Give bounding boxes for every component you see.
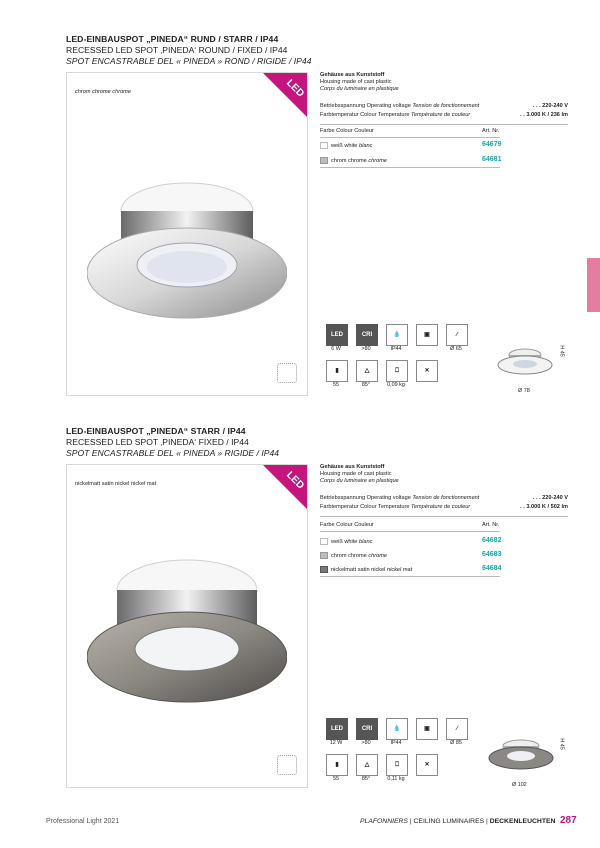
icon-value: 6 W [331,346,341,352]
icon-value: Ø 85 [450,740,462,746]
housing-de: Gehäuse aus Kunststoff [320,464,385,470]
icon-value: 85° [361,776,371,782]
voltage-value: . . . 220-240 V [532,103,568,109]
variant-row: weiß white blanc [320,142,372,149]
product-1-image-caption: chrom chrome chrome [75,89,131,95]
led-icon: LED [326,324,348,346]
icon-value: IP44 [390,740,402,746]
temp-value: . . 3.000 K / 502 lm [520,504,568,510]
product-2-description [320,464,399,485]
lumen-icon: ▮ [326,754,348,776]
cutout-icon: ∕ [446,718,468,740]
spotlight-chrome-image [87,153,287,353]
beam-angle-icon: △ [356,360,378,382]
housing-en: Housing made of cast plastic [320,471,392,477]
icon-value: 85° [361,382,371,388]
temp-label-fr: Température de couleur [411,112,471,118]
product-1-image [66,72,308,396]
cri-icon: CRI [356,718,378,740]
color-header: Farbe Colour Couleur [320,522,374,528]
art-header: Art. Nr. [482,128,500,134]
temp-label: Farbtemperatur Colour Temperature [320,112,410,118]
article-number: 64681 [482,156,502,163]
footer-right: PLAFONNIERS | CEILING LUMINAIRES | DECKENLEUCHTEN [360,818,556,825]
dimension-height: H 45 [558,345,565,357]
swatch-nickel [320,566,328,573]
product-1-title-en: RECESSED LED SPOT ‚PINEDA‘ ROUND / FIXED / IP44 [66,45,288,55]
voltage-label: Betriebsspannung Operating voltage [320,495,411,501]
protection-class-icon: ▣ [416,324,438,346]
icon-value: 0,09 kg [387,382,405,388]
icon-value: >80 [361,346,371,352]
product-2-thumbnail [486,728,556,778]
article-number: 64682 [482,537,502,544]
section-tab [587,258,600,312]
housing-fr: Corps du luminaire en plastique [320,86,399,92]
product-1-voltage [320,103,568,110]
article-number: 64684 [482,565,502,572]
product-1-title-de: LED-EINBAUSPOT „PINEDA“ RUND / STARR / IP44 [66,34,279,44]
product-2-image [66,464,308,788]
led-badge-text: LED [284,469,306,492]
no-cover-icon: ✕ [416,754,438,776]
ip44-drop-icon: 💧 [386,718,408,740]
product-2-title-de: LED-EINBAUSPOT „PINEDA“ STARR / IP44 [66,426,246,436]
housing-en: Housing made of cast plastic [320,79,392,85]
dimmable-icon [277,363,297,383]
article-number: 64683 [482,551,502,558]
icon-value: 55 [333,382,339,388]
spotlight-nickel-image [87,545,287,745]
variant-row: chrom chrome chrome [320,157,387,164]
variant-row: nickelmatt satin nickel nickel mat [320,566,412,573]
voltage-label: Betriebsspannung Operating voltage [320,103,411,109]
protection-class-icon: ▣ [416,718,438,740]
cutout-icon: ∕ [446,324,468,346]
lumen-icon: ▮ [326,360,348,382]
housing-de: Gehäuse aus Kunststoff [320,72,385,78]
dimension-height: H 45 [558,738,565,750]
swatch-chrome [320,157,328,164]
article-number: 64679 [482,141,502,148]
product-2-title-en: RECESSED LED SPOT ‚PINEDA‘ FIXED / IP44 [66,437,249,447]
product-2-title-fr: SPOT ENCASTRABLE DEL « PINEDA » RIGIDE / IP44 [66,448,280,458]
product-1-title-fr: SPOT ENCASTRABLE DEL « PINEDA » ROND / RIGIDE / IP44 [66,56,312,66]
product-2-image-caption: nickelmatt satin nickel nickel mat [75,481,157,487]
icon-value: Ø 65 [450,346,462,352]
led-icon: LED [326,718,348,740]
product-1-description [320,72,399,93]
swatch-white [320,538,328,545]
page-number: 287 [560,815,577,826]
ip44-drop-icon: 💧 [386,324,408,346]
product-2-voltage [320,495,568,502]
icon-value: IP44 [390,346,402,352]
voltage-value: . . . 220-240 V [532,495,568,501]
icon-value: 55 [333,776,339,782]
icon-value: 12 W [329,740,343,746]
dimmable-icon [277,755,297,775]
weight-icon: ⎕ [386,754,408,776]
icon-value: >80 [361,740,371,746]
voltage-label-fr: Tension de fonctionnement [412,495,480,501]
dimension-diameter: Ø 78 [518,388,530,394]
temp-label-fr: Température de couleur [411,504,471,510]
temp-value: . . 3.000 K / 236 lm [520,112,568,118]
art-header: Art. Nr. [482,522,500,528]
voltage-label-fr: Tension de fonctionnement [412,103,480,109]
dimension-diameter: Ø 102 [512,782,527,788]
swatch-chrome [320,552,328,559]
led-badge-text: LED [284,77,306,100]
product-1-thumbnail [495,335,555,385]
beam-angle-icon: △ [356,754,378,776]
no-cover-icon: ✕ [416,360,438,382]
product-1-temperature [320,112,568,119]
weight-icon: ⎕ [386,360,408,382]
color-header: Farbe Colour Couleur [320,128,374,134]
variant-row: weiß white blanc [320,538,372,545]
icon-value: 0,11 kg [387,776,405,782]
variant-row: chrom chrome chrome [320,552,387,559]
footer-left: Professional Light 2021 [46,818,120,825]
cri-icon: CRI [356,324,378,346]
temp-label: Farbtemperatur Colour Temperature [320,504,410,510]
product-2-temperature [320,504,568,511]
housing-fr: Corps du luminaire en plastique [320,478,399,484]
swatch-white [320,142,328,149]
